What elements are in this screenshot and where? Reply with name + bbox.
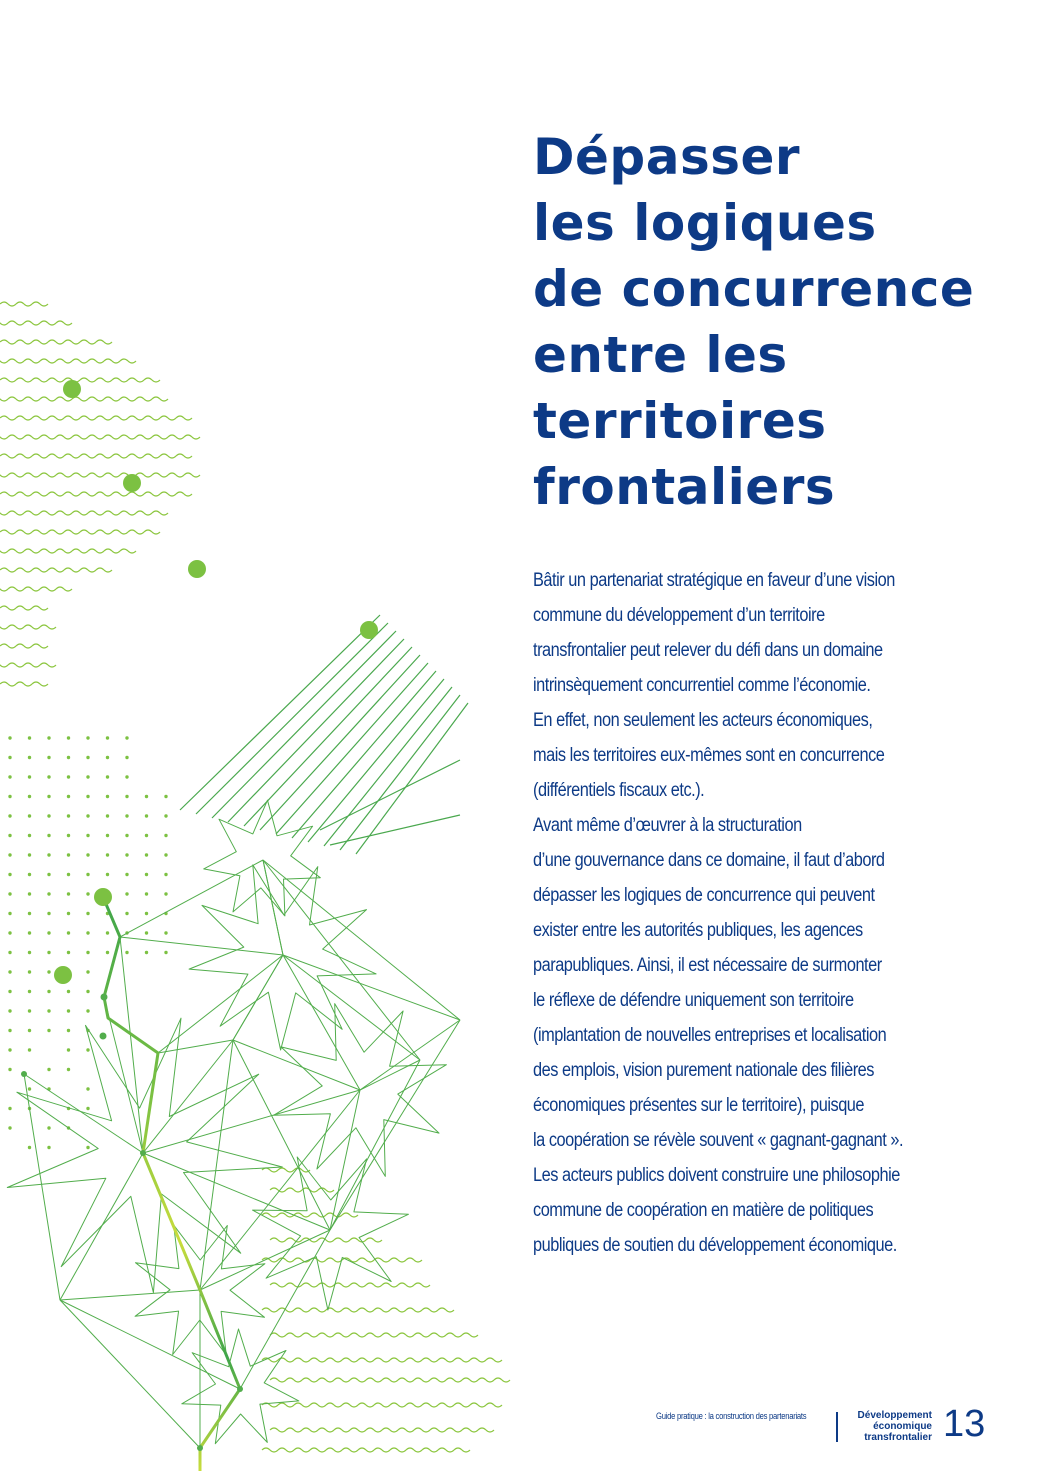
body-line: (implantation de nouvelles entreprises et localisation bbox=[533, 1025, 887, 1046]
footer-brand-logo bbox=[842, 1410, 932, 1443]
body-paragraph bbox=[533, 563, 929, 1263]
body-line: publiques de soutien du développement économique. bbox=[533, 1235, 897, 1256]
body-line: économiques présentes sur le territoire), puisque bbox=[533, 1095, 865, 1116]
title-line: entre les bbox=[533, 326, 788, 384]
brand-line: transfrontalier bbox=[864, 1432, 932, 1443]
body-line: transfrontalier peut relever du défi dans un domaine bbox=[533, 640, 883, 661]
footer-separator bbox=[836, 1412, 838, 1442]
footer-guide-title: Guide pratique : la construction des partenariats bbox=[656, 1411, 807, 1421]
body-line: d’une gouvernance dans ce domaine, il faut d’abord bbox=[533, 850, 885, 871]
brand-line: économique bbox=[873, 1421, 932, 1432]
network-lines-decoration bbox=[7, 800, 460, 1448]
body-line: mais les territoires eux-mêmes sont en concurrence bbox=[533, 745, 885, 766]
wave-lines-decoration bbox=[0, 302, 510, 1452]
body-line: (différentiels fiscaux etc.). bbox=[533, 780, 705, 801]
title-line: Dépasser bbox=[533, 128, 801, 186]
dot-grid-decoration bbox=[8, 736, 167, 1149]
body-line: des emplois, vision purement nationale des filières bbox=[533, 1060, 875, 1081]
body-line: intrinsèquement concurrentiel comme l’économie. bbox=[533, 675, 871, 696]
body-line: Avant même d’œuvrer à la structuration bbox=[533, 815, 802, 836]
brand-line: Développement bbox=[857, 1410, 932, 1421]
body-line: Bâtir un partenariat stratégique en faveur d’une vision bbox=[533, 570, 895, 591]
title-line: les logiques bbox=[533, 194, 877, 252]
diagonal-lines-decoration bbox=[180, 615, 468, 854]
body-line: la coopération se révèle souvent « gagnant-gagnant ». bbox=[533, 1130, 904, 1151]
title-line: frontaliers bbox=[533, 458, 836, 516]
title-line: de concurrence bbox=[533, 260, 975, 318]
body-line: commune du développement d’un territoire bbox=[533, 605, 825, 626]
body-line: le réflexe de défendre uniquement son territoire bbox=[533, 990, 854, 1011]
title-line: territoires bbox=[533, 392, 827, 450]
page-title bbox=[533, 124, 1013, 520]
small-node-dots-decoration bbox=[21, 994, 243, 1452]
body-line: commune de coopération en matière de politiques bbox=[533, 1200, 874, 1221]
body-line: dépasser les logiques de concurrence qui peuvent bbox=[533, 885, 875, 906]
body-line: exister entre les autorités publiques, les agences bbox=[533, 920, 863, 941]
body-line: Les acteurs publics doivent construire une philosophie bbox=[533, 1165, 900, 1186]
body-line: parapubliques. Ainsi, il est nécessaire de surmonter bbox=[533, 955, 882, 976]
body-line: En effet, non seulement les acteurs économiques, bbox=[533, 710, 873, 731]
page-number: 13 bbox=[943, 1403, 986, 1445]
